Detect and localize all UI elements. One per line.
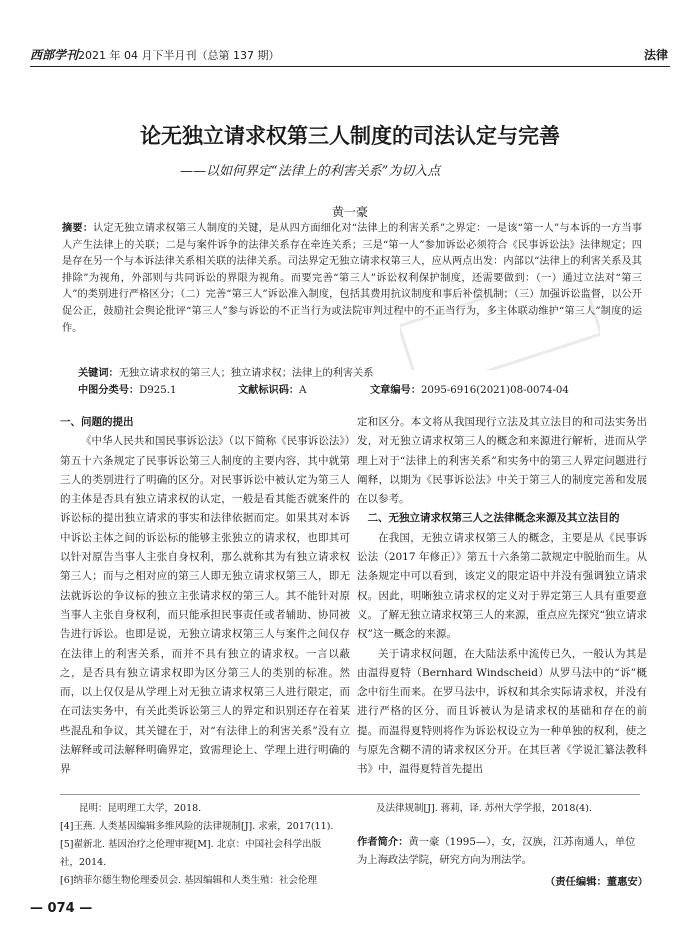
footnote-item: 及法律规制[J]. 蒋莉，译. 苏州大学学报，2018(4). bbox=[376, 803, 592, 814]
section-heading-2: 二、无独立请求权第三人之法律概念来源及其立法目的 bbox=[367, 512, 620, 525]
article-title: 论无独立请求权第三人制度的司法认定与完善 bbox=[140, 124, 560, 148]
keywords-label: 关键词： bbox=[78, 368, 119, 379]
journal-header bbox=[30, 46, 280, 63]
issue-info: 2021 年 04 月下半月刊（总第 137 期） bbox=[78, 49, 280, 62]
article-subtitle: ——以如何界定“法律上的利害关系”为切入点 bbox=[180, 164, 441, 179]
author-bio bbox=[357, 833, 642, 869]
journal-name: 西部学刊 bbox=[30, 48, 79, 62]
clc-code: 中图分类号：D925.1 bbox=[78, 385, 177, 396]
article-number: 文章编号：2095-6916(2021)08-0074-04 bbox=[370, 385, 569, 396]
footnote-item: [4]王燕. 人类基因编辑多维风险的法律规制[J]. 求索，2017(11). bbox=[60, 821, 334, 832]
header-divider bbox=[30, 66, 670, 67]
section-heading-1: 一、问题的提出 bbox=[60, 416, 134, 428]
footnote-divider bbox=[60, 794, 640, 795]
author-bio-text: 黄一豪（1995—），女，汉族，江苏南通人，单位为上海政法学院，研究方向为刑法学。 bbox=[357, 836, 636, 866]
document-code: 文献标识码：A bbox=[238, 385, 307, 396]
footnote-item: [6]纳菲尔德生物伦理委员会. 基因编辑和人类生殖：社会伦理 bbox=[60, 875, 317, 886]
section-label: 法律 bbox=[643, 48, 668, 62]
body-paragraph: 定和区分。本文将从我国现行立法及其立法目的和司法实务出发，对无独立请求权第三人的概念和来源进行解析，进而从学理上对于“法律上的利害关系”和实务中的第三人界定问题进行阐释，以期为《民事诉讼法》中关于第三人的制度完善和发展在以参考。 bbox=[357, 416, 647, 506]
responsible-editor: （责任编辑：董惠安） bbox=[545, 876, 648, 888]
body-paragraph: 关于请求权问题，在大陆法系中流传已久，一般认为其是由温得夏特（Bernhard Windscheid）从罗马法中的“诉”概念中衍生而来。在罗马法中，诉权和其余实际请求权，并没有进行严格的区分，而且诉被认为是请求权的基础和存在的前提。而温得夏特则将作为诉讼权设立为一种单独的权利，使之与原先含糊不清的请求权区分开。在其巨著《学说汇纂法教科书》中，温得夏特首先提出 bbox=[357, 647, 647, 776]
author-name: 黄一豪 bbox=[331, 205, 368, 219]
right-column bbox=[357, 413, 647, 780]
footnotes-right bbox=[357, 800, 642, 818]
page-number: — 074 — bbox=[30, 901, 93, 916]
footnote-item: 昆明：昆明理工大学，2018. bbox=[79, 803, 202, 814]
keywords bbox=[78, 364, 638, 379]
abstract-label: 摘要： bbox=[62, 223, 94, 234]
abstract-text: 认定无独立请求权第三人制度的关键，是从四方面细化对“法律上的利害关系”之界定：一是该“第一人”与本诉的一方当事人产生法律上的关联；二是与案件诉争的法律关系存在牵连关系；三是“第一人”参加诉讼必须符合《民事诉讼法》法律规定；四是存在另一个与本诉法律关系相关联的法律关系。司法界定无独立请求权第三人，应从两点出发：内部以“法律上的利害关系及其排除”为视角，外部则与共同诉讼的界限为视角。而要完善“第三人”诉讼权利保护制度，还需要做到：（一）通过立法对“第三人”的类别进行严格区分；（二）完善“第三人”诉讼准入制度，包括其费用抗议制度和事后补偿机制；（三）加强诉讼监督，以公开促公正，鼓励社会舆论批评“第三人”参与诉讼的不正当行为或法院审判过程中的不正当行为，多主体联动维护“第三人”制度的运作。 bbox=[62, 223, 643, 334]
keywords-text: 无独立请求权的第三人；独立请求权；法律上的利害关系 bbox=[118, 368, 374, 379]
left-column bbox=[60, 413, 350, 780]
footnote-item: [5]翟新北. 基因治疗之伦理审视[M]. 北京：中国社会科学出版社，2014. bbox=[60, 839, 322, 868]
body-paragraph: 《中华人民共和国民事诉讼法》（以下简称《民事诉讼法》）第五十六条规定了民事诉讼第三人制度的主要内容，其中就第三人的类别进行了明确的区分。对民事诉讼中被认定为第三人的主体是否具有独立请求权的认定，一般是看其能否就案件的诉讼标的提出独立请求的事实和法律依据而定。如果其对本诉中诉讼主体之间的诉讼标的能够主张独立的请求权，也即其可以针对原告当事人主张自身权利，那么就称其为有独立请求权第三人；而与之相对应的第三人即无独立请求权第三人，即无法就诉讼的争议标的独立主张请求权的第三人。其不能针对原当事人主张自身权利，而只能承担民事责任或者辅助、协同被告进行诉讼。也即是说，无独立请求权第三人与案件之间仅存在法律上的利害关系，而并不具有独立的请求权。一言以蔽之，是否具有独立请求权即为区分第三人的类别的标准。然而，以上仅仅是从学理上对无独立请求权第三人进行限定，而在司法实务中，有关此类诉讼第三人的界定和识别还存在着某些混乱和争议，其关键在于，对“有法律上的利害关系”没有立法解释或司法解释明确界定，致需理论上、学理上进行明确的界 bbox=[60, 435, 350, 776]
body-paragraph: 在我国，无独立请求权第三人的概念，主要是从《民事诉讼法（2017 年修正）》第五十六条第二款规定中脱胎而生。从法条规定中可以看到，该定义的限定语中并没有强调独立请求权。因此，明晰独立请求权的定义对于界定第三人具有重要意义。了解无独立请求权第三人的来源，重点应先探究“独立请求权”这一概念的来源。 bbox=[357, 531, 647, 641]
footnotes-left bbox=[60, 800, 340, 890]
abstract bbox=[62, 221, 642, 337]
author-bio-label: 作者简介： bbox=[357, 836, 409, 848]
